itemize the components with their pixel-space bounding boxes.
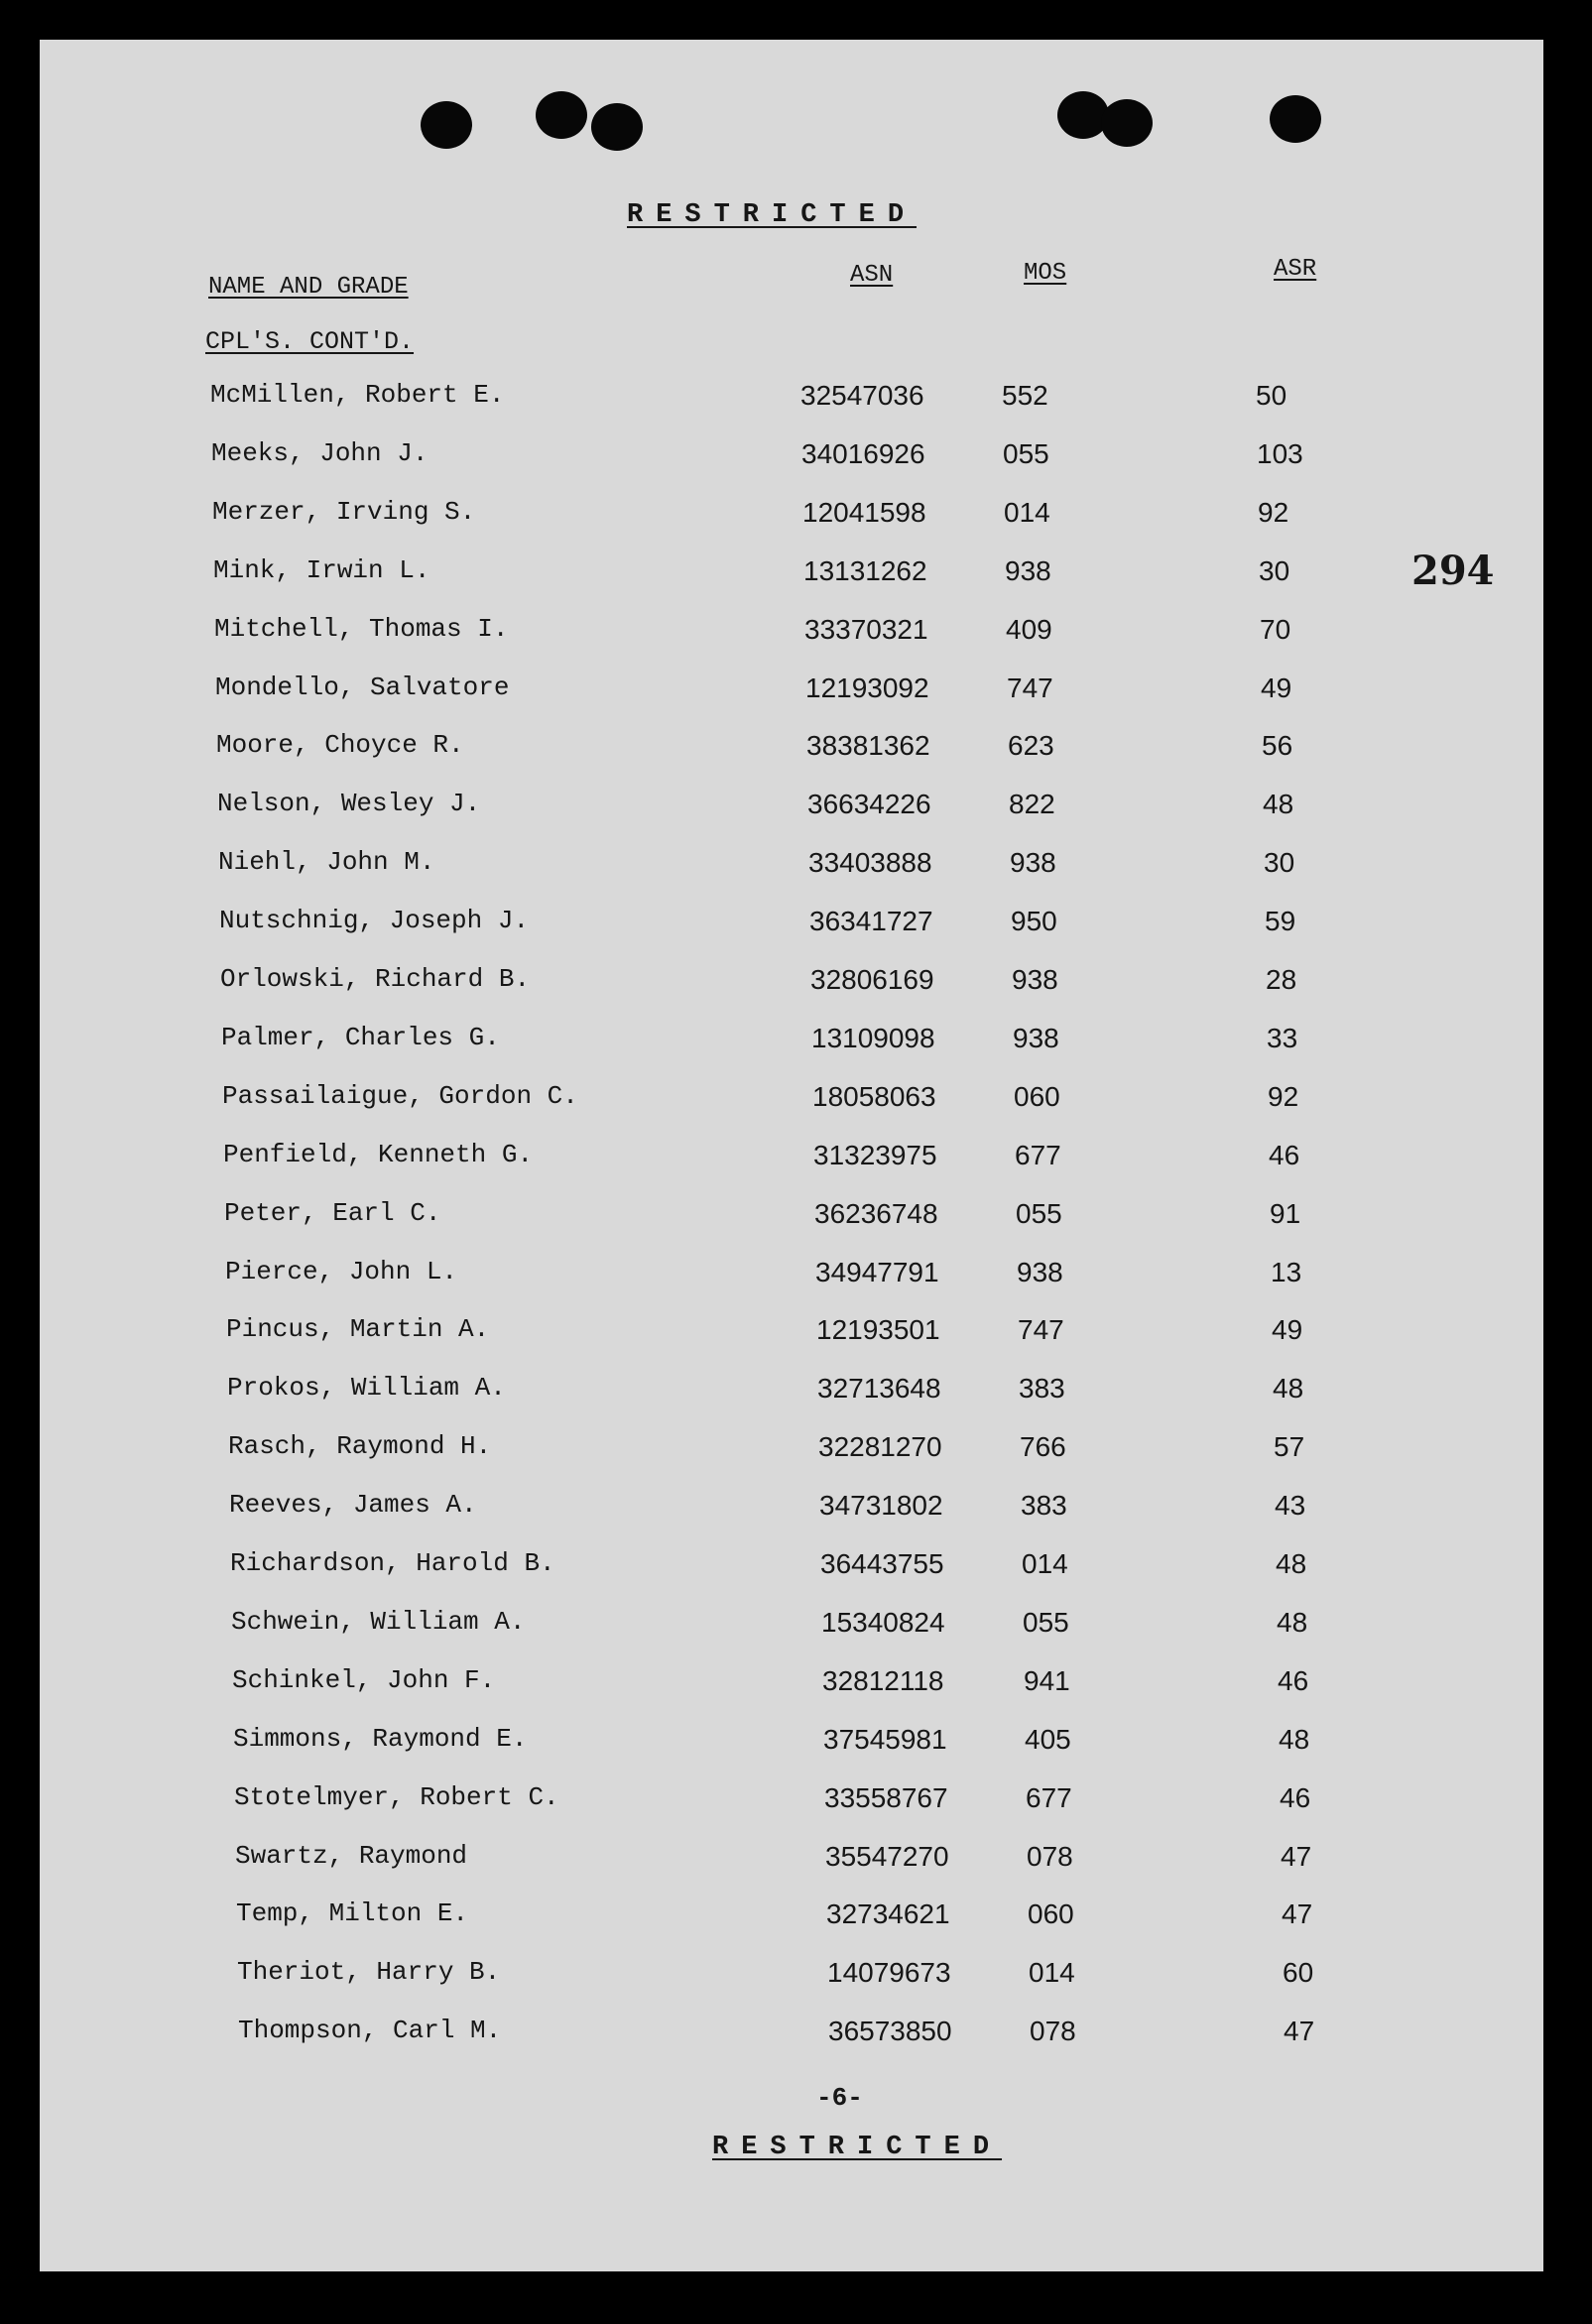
table-row bbox=[214, 614, 1405, 654]
table-row bbox=[227, 1373, 1417, 1412]
asn-cell: 32812118 bbox=[822, 1664, 944, 1696]
asr-cell: 47 bbox=[1281, 1840, 1312, 1872]
name-cell: Merzer, Irving S. bbox=[212, 496, 476, 527]
name-cell: Passailaigue, Gordon C. bbox=[222, 1080, 578, 1111]
table-row bbox=[217, 789, 1408, 828]
asn-cell: 33370321 bbox=[804, 613, 928, 645]
table-row bbox=[230, 1548, 1420, 1588]
punch-hole bbox=[421, 101, 472, 149]
asr-cell: 91 bbox=[1270, 1197, 1301, 1229]
asn-cell: 31323975 bbox=[813, 1139, 937, 1170]
table-row bbox=[231, 1607, 1421, 1647]
table-row bbox=[237, 1957, 1427, 1997]
table-row bbox=[220, 964, 1410, 1004]
mos-cell: 055 bbox=[1003, 437, 1049, 469]
mos-cell: 383 bbox=[1021, 1490, 1067, 1522]
page-number: -6- bbox=[816, 2083, 863, 2113]
table-row bbox=[215, 673, 1406, 712]
mos-cell: 747 bbox=[1007, 672, 1053, 703]
table-row bbox=[213, 555, 1404, 595]
mos-cell: 055 bbox=[1023, 1606, 1069, 1638]
asr-cell: 48 bbox=[1279, 1723, 1310, 1755]
mos-cell: 677 bbox=[1015, 1139, 1061, 1170]
classification-top: RESTRICTED bbox=[627, 200, 918, 230]
mos-cell: 938 bbox=[1005, 554, 1051, 586]
asn-cell: 18058063 bbox=[812, 1080, 936, 1112]
table-row bbox=[228, 1431, 1418, 1471]
asn-cell: 37545981 bbox=[823, 1723, 947, 1755]
asr-cell: 47 bbox=[1282, 1898, 1313, 1930]
asn-cell: 33403888 bbox=[808, 847, 932, 879]
table-row bbox=[233, 1724, 1423, 1764]
mos-cell: 623 bbox=[1008, 730, 1054, 762]
name-cell: Meeks, John J. bbox=[211, 437, 429, 468]
table-row bbox=[212, 497, 1403, 537]
asr-cell: 92 bbox=[1258, 496, 1289, 528]
mos-cell: 938 bbox=[1013, 1022, 1059, 1053]
mos-cell: 383 bbox=[1019, 1373, 1065, 1405]
asn-cell: 32713648 bbox=[817, 1373, 941, 1405]
mos-cell: 014 bbox=[1004, 496, 1050, 528]
column-header-name: NAME AND GRADE bbox=[208, 274, 409, 301]
asr-cell: 30 bbox=[1264, 847, 1295, 879]
table-row bbox=[229, 1490, 1419, 1529]
mos-cell: 014 bbox=[1022, 1548, 1068, 1579]
name-cell: Richardson, Harold B. bbox=[230, 1548, 555, 1578]
mos-cell: 950 bbox=[1011, 906, 1057, 937]
asn-cell: 12041598 bbox=[802, 496, 926, 528]
asr-cell: 33 bbox=[1267, 1022, 1298, 1053]
asr-cell: 28 bbox=[1266, 964, 1297, 995]
document-page bbox=[40, 40, 1543, 2271]
mos-cell: 060 bbox=[1028, 1898, 1074, 1930]
mos-cell: 747 bbox=[1018, 1314, 1064, 1346]
asr-cell: 70 bbox=[1260, 613, 1291, 645]
name-cell: Palmer, Charles G. bbox=[221, 1022, 500, 1052]
mos-cell: 938 bbox=[1017, 1256, 1063, 1287]
table-row bbox=[232, 1665, 1422, 1705]
mos-cell: 055 bbox=[1016, 1197, 1062, 1229]
name-cell: Mondello, Salvatore bbox=[215, 672, 510, 702]
name-cell: Mink, Irwin L. bbox=[213, 554, 430, 585]
table-row bbox=[236, 1898, 1426, 1938]
asr-cell: 103 bbox=[1257, 437, 1303, 469]
asr-cell: 48 bbox=[1276, 1548, 1307, 1579]
asr-cell: 50 bbox=[1256, 380, 1287, 411]
name-cell: McMillen, Robert E. bbox=[210, 380, 505, 410]
asr-cell: 59 bbox=[1265, 906, 1296, 937]
asn-cell: 14079673 bbox=[827, 1957, 951, 1989]
mos-cell: 078 bbox=[1027, 1840, 1073, 1872]
table-row bbox=[210, 380, 1401, 420]
column-header-mos: MOS bbox=[1024, 260, 1067, 287]
asr-cell: 46 bbox=[1280, 1781, 1311, 1813]
table-row bbox=[235, 1841, 1425, 1881]
asr-cell: 48 bbox=[1263, 789, 1294, 820]
name-cell: Reeves, James A. bbox=[229, 1490, 477, 1521]
mos-cell: 941 bbox=[1024, 1664, 1070, 1696]
asn-cell: 36573850 bbox=[828, 2016, 952, 2047]
asr-cell: 60 bbox=[1283, 1957, 1314, 1989]
asr-cell: 13 bbox=[1271, 1256, 1302, 1287]
asr-cell: 92 bbox=[1268, 1080, 1299, 1112]
asn-cell: 13131262 bbox=[803, 554, 927, 586]
mos-cell: 014 bbox=[1029, 1957, 1075, 1989]
name-cell: Nutschnig, Joseph J. bbox=[219, 906, 530, 936]
asn-cell: 36443755 bbox=[820, 1548, 944, 1579]
asn-cell: 36634226 bbox=[807, 789, 931, 820]
mos-cell: 938 bbox=[1012, 964, 1058, 995]
table-row bbox=[219, 906, 1409, 945]
asr-cell: 56 bbox=[1262, 730, 1293, 762]
mos-cell: 938 bbox=[1010, 847, 1056, 879]
asr-cell: 30 bbox=[1259, 554, 1290, 586]
punch-hole bbox=[1270, 95, 1321, 143]
section-heading: CPL'S. CONT'D. bbox=[205, 327, 415, 356]
table-row bbox=[223, 1140, 1413, 1179]
name-cell: Pierce, John L. bbox=[225, 1256, 458, 1286]
asn-cell: 36341727 bbox=[809, 906, 933, 937]
table-row bbox=[234, 1782, 1424, 1822]
asr-cell: 43 bbox=[1275, 1490, 1306, 1522]
table-row bbox=[225, 1257, 1415, 1296]
classification-bottom: RESTRICTED bbox=[712, 2133, 1003, 2162]
column-header-asr: ASR bbox=[1274, 256, 1317, 283]
name-cell: Moore, Choyce R. bbox=[216, 730, 464, 761]
asn-cell: 12193092 bbox=[805, 672, 929, 703]
name-cell: Mitchell, Thomas I. bbox=[214, 613, 509, 644]
asr-cell: 46 bbox=[1278, 1664, 1309, 1696]
asn-cell: 34731802 bbox=[819, 1490, 943, 1522]
name-cell: Schwein, William A. bbox=[231, 1606, 526, 1637]
stamp-number: 294 bbox=[1411, 548, 1495, 594]
asn-cell: 38381362 bbox=[806, 730, 930, 762]
table-row bbox=[211, 438, 1402, 478]
punch-hole bbox=[591, 103, 643, 151]
table-row bbox=[238, 2016, 1428, 2055]
asr-cell: 57 bbox=[1274, 1431, 1305, 1463]
column-header-asn: ASN bbox=[850, 262, 894, 289]
name-cell: Nelson, Wesley J. bbox=[217, 789, 481, 819]
asr-cell: 48 bbox=[1277, 1606, 1308, 1638]
mos-cell: 078 bbox=[1030, 2016, 1076, 2047]
name-cell: Simmons, Raymond E. bbox=[233, 1723, 528, 1754]
asn-cell: 32734621 bbox=[826, 1898, 950, 1930]
name-cell: Rasch, Raymond H. bbox=[228, 1431, 492, 1462]
name-cell: Peter, Earl C. bbox=[224, 1197, 441, 1228]
punch-hole bbox=[536, 91, 587, 139]
asn-cell: 36236748 bbox=[814, 1197, 938, 1229]
asn-cell: 32806169 bbox=[810, 964, 934, 995]
name-cell: Pincus, Martin A. bbox=[226, 1314, 490, 1345]
asr-cell: 49 bbox=[1272, 1314, 1303, 1346]
mos-cell: 552 bbox=[1002, 380, 1048, 411]
asn-cell: 34016926 bbox=[801, 437, 925, 469]
mos-cell: 409 bbox=[1006, 613, 1052, 645]
asn-cell: 35547270 bbox=[825, 1840, 949, 1872]
table-row bbox=[222, 1081, 1412, 1121]
table-row bbox=[224, 1198, 1414, 1238]
asn-cell: 12193501 bbox=[816, 1314, 940, 1346]
mos-cell: 677 bbox=[1026, 1781, 1072, 1813]
name-cell: Thompson, Carl M. bbox=[238, 2016, 502, 2046]
mos-cell: 822 bbox=[1009, 789, 1055, 820]
name-cell: Penfield, Kenneth G. bbox=[223, 1139, 534, 1169]
name-cell: Stotelmyer, Robert C. bbox=[234, 1781, 559, 1812]
mos-cell: 405 bbox=[1025, 1723, 1071, 1755]
asn-cell: 34947791 bbox=[815, 1256, 939, 1287]
asn-cell: 13109098 bbox=[811, 1022, 935, 1053]
asr-cell: 47 bbox=[1284, 2016, 1315, 2047]
asr-cell: 46 bbox=[1269, 1139, 1300, 1170]
name-cell: Orlowski, Richard B. bbox=[220, 964, 531, 994]
name-cell: Schinkel, John F. bbox=[232, 1664, 496, 1695]
mos-cell: 060 bbox=[1014, 1080, 1060, 1112]
asn-cell: 32547036 bbox=[800, 380, 924, 411]
name-cell: Niehl, John M. bbox=[218, 847, 435, 878]
asr-cell: 49 bbox=[1261, 672, 1292, 703]
name-cell: Theriot, Harry B. bbox=[237, 1957, 501, 1988]
asn-cell: 32281270 bbox=[818, 1431, 942, 1463]
table-row bbox=[216, 730, 1407, 770]
table-row bbox=[226, 1314, 1416, 1354]
name-cell: Prokos, William A. bbox=[227, 1373, 506, 1404]
punch-hole bbox=[1101, 99, 1153, 147]
asr-cell: 48 bbox=[1273, 1373, 1304, 1405]
name-cell: Temp, Milton E. bbox=[236, 1898, 469, 1929]
asn-cell: 33558767 bbox=[824, 1781, 948, 1813]
table-row bbox=[218, 847, 1408, 887]
name-cell: Swartz, Raymond bbox=[235, 1840, 468, 1871]
asn-cell: 15340824 bbox=[821, 1606, 945, 1638]
mos-cell: 766 bbox=[1020, 1431, 1066, 1463]
table-row bbox=[221, 1023, 1411, 1062]
